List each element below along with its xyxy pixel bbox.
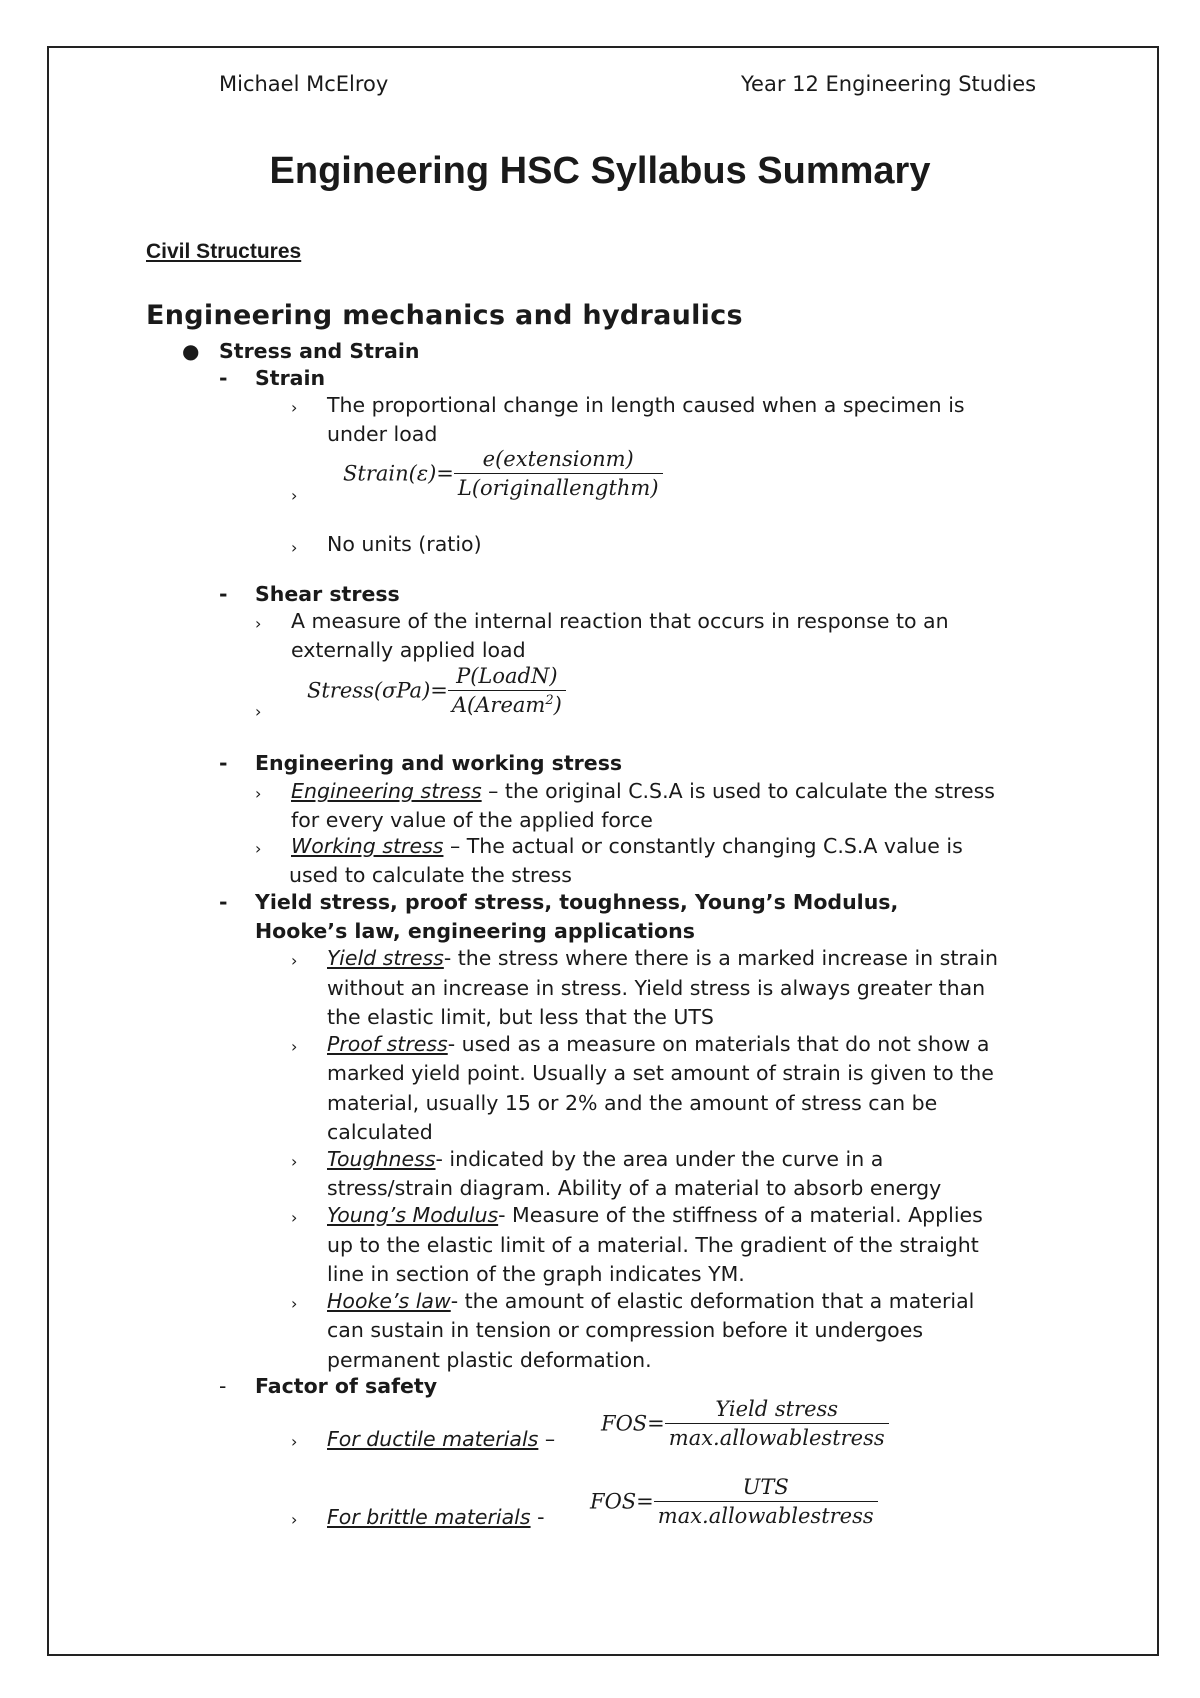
yield-line1 [327, 944, 998, 973]
tough-term: Toughness [327, 1147, 436, 1171]
arrow-marker: › [291, 951, 298, 970]
brittle-numerator: UTS [654, 1475, 878, 1502]
topic-heading: Civil Structures [146, 240, 302, 263]
yield-heading-line2: Hooke’s law, engineering applications [255, 919, 695, 943]
stress-fraction [448, 664, 566, 717]
yield-term: Yield stress [327, 946, 444, 970]
course-name: Year 12 Engineering Studies [741, 72, 1037, 96]
arrow-marker: › [291, 538, 298, 557]
eng-stress-line1 [291, 777, 995, 806]
young-line2: up to the elastic limit of a material. The gradient of the straight [327, 1233, 979, 1257]
strain-units: No units (ratio) [327, 532, 482, 556]
strain-numerator: e(extensionm) [454, 447, 663, 474]
yield-line3: the elastic limit, but less that the UTS [327, 1005, 714, 1029]
tough-line1 [327, 1145, 883, 1174]
work-stress-line2: used to calculate the stress [289, 863, 572, 887]
ductile-fos-formula [601, 1397, 889, 1450]
stress-den-close: ) [553, 693, 562, 717]
brittle-label [327, 1503, 544, 1532]
stress-formula [307, 664, 566, 717]
stress-formula-lhs: Stress(σPa)= [307, 678, 448, 703]
hooke-line1 [327, 1287, 974, 1316]
ductile-label [327, 1425, 555, 1454]
proof-line4: calculated [327, 1120, 433, 1144]
stress-den-base: A(Aream [451, 693, 546, 717]
author-name: Michael McElroy [219, 72, 389, 96]
proof-term: Proof stress [327, 1032, 448, 1056]
ductile-numerator: Yield stress [665, 1397, 889, 1424]
work-stress-def: – The actual or constantly changing C.S.A value is [443, 834, 963, 858]
work-stress-line1 [291, 832, 963, 861]
arrow-marker: › [255, 702, 262, 721]
proof-line2: marked yield point. Usually a set amount of strain is given to the [327, 1061, 994, 1085]
young-line3: line in section of the graph indicates YM. [327, 1262, 745, 1286]
tough-line2: stress/strain diagram. Ability of a material to absorb energy [327, 1176, 942, 1200]
hooke-term: Hooke’s law [327, 1289, 451, 1313]
dash-marker: - [219, 890, 228, 914]
hooke-line2: can sustain in tension or compression before it undergoes [327, 1318, 924, 1342]
dash-marker: - [219, 1374, 227, 1398]
strain-def-line2: under load [327, 422, 438, 446]
arrow-marker: › [291, 1208, 298, 1227]
arrow-marker: › [291, 398, 298, 417]
yield-def: - the stress where there is a marked increase in strain [443, 946, 999, 970]
stress-den-sup: 2 [545, 693, 554, 708]
strain-denominator: L(originallengthm) [457, 476, 659, 500]
strain-fraction [454, 447, 663, 500]
shear-heading: Shear stress [255, 582, 400, 606]
arrow-marker: › [255, 614, 262, 633]
brittle-fraction [654, 1475, 878, 1528]
bullet-marker: ● [182, 339, 200, 363]
proof-line1 [327, 1030, 989, 1059]
eng-working-heading: Engineering and working stress [255, 751, 623, 775]
stress-denominator [448, 691, 566, 717]
strain-heading: Strain [255, 366, 326, 390]
strain-formula-lhs: Strain(ε)= [343, 461, 454, 486]
brittle-term: For brittle materials [327, 1505, 531, 1529]
young-line1 [327, 1201, 983, 1230]
proof-def: - used as a measure on materials that do not show a [447, 1032, 990, 1056]
stress-strain-heading: Stress and Strain [219, 339, 420, 363]
shear-def-line1: A measure of the internal reaction that occurs in response to an [291, 609, 949, 633]
tough-def: - indicated by the area under the curve in a [435, 1147, 884, 1171]
hooke-line3: permanent plastic deformation. [327, 1348, 652, 1372]
dash-marker: - [219, 366, 228, 390]
brittle-sep: - [530, 1505, 545, 1529]
arrow-marker: › [291, 486, 298, 505]
ductile-fraction [665, 1397, 889, 1450]
brittle-denominator: max.allowablestress [657, 1504, 874, 1528]
strain-def-line1: The proportional change in length caused when a specimen is [327, 393, 965, 417]
young-def: - Measure of the stiffness of a material. Applies [498, 1203, 983, 1227]
hooke-def: - the amount of elastic deformation that a material [450, 1289, 975, 1313]
young-term: Young’s Modulus [327, 1203, 499, 1227]
ductile-term: For ductile materials [327, 1427, 539, 1451]
arrow-marker: › [291, 1432, 298, 1451]
work-stress-term: Working stress [291, 834, 444, 858]
proof-line3: material, usually 15 or 2% and the amount of stress can be [327, 1091, 938, 1115]
arrow-marker: › [291, 1294, 298, 1313]
stress-numerator: P(LoadN) [448, 664, 566, 691]
page-title: Engineering HSC Syllabus Summary [269, 150, 931, 192]
arrow-marker: › [291, 1037, 298, 1056]
arrow-marker: › [255, 784, 262, 803]
strain-formula [343, 447, 663, 500]
dash-marker: - [219, 582, 228, 606]
brittle-fos-formula [590, 1475, 878, 1528]
ductile-sep: – [538, 1427, 556, 1451]
yield-line2: without an increase in stress. Yield stress is always greater than [327, 976, 986, 1000]
arrow-marker: › [291, 1152, 298, 1171]
eng-stress-def: – the original C.S.A is used to calculate the stress [481, 779, 995, 803]
ductile-denominator: max.allowablestress [668, 1426, 885, 1450]
arrow-marker: › [255, 839, 262, 858]
dash-marker: - [219, 751, 228, 775]
eng-stress-term: Engineering stress [291, 779, 482, 803]
ductile-fos-lhs: FOS= [601, 1411, 665, 1436]
arrow-marker: › [291, 1510, 298, 1529]
shear-def-line2: externally applied load [291, 638, 526, 662]
section-heading: Engineering mechanics and hydraulics [146, 300, 743, 331]
fos-heading: Factor of safety [255, 1374, 438, 1398]
yield-heading-line1: Yield stress, proof stress, toughness, Young’s Modulus, [255, 890, 899, 914]
brittle-fos-lhs: FOS= [590, 1489, 654, 1514]
eng-stress-line2: for every value of the applied force [291, 808, 653, 832]
